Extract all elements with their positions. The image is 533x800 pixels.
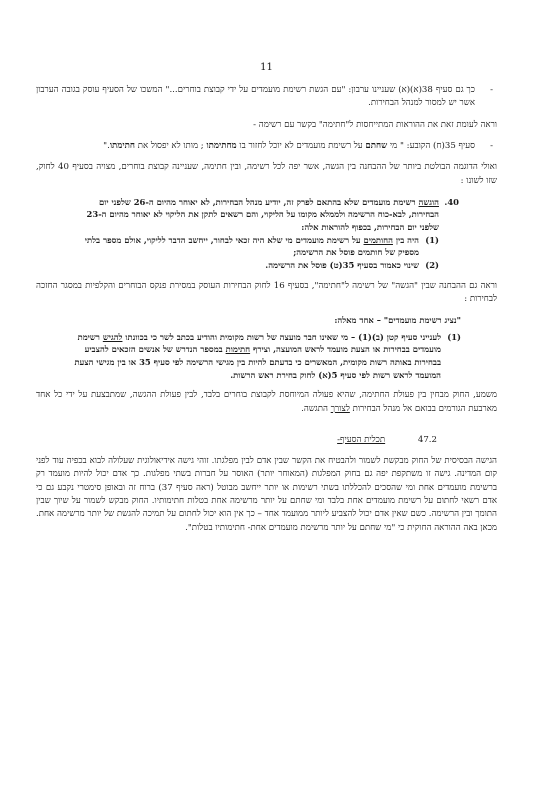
quote-40-number: 40. [444, 196, 459, 207]
paragraph-deposit: - כך גם סעיף 38(א)(א) שעניינו ערבון: "עם הגשת רשימת מועמדים על ידי קבוצת בוחרים..." המשכו של הסעיף עוסק בגובה הערבון אשר יש למסור למנהל הבחירות. [36, 84, 497, 111]
quote-16-title: "נציג רשימת מועמדים" – אחד מאלה: [334, 315, 461, 326]
page-number: 11 [260, 62, 273, 73]
document-body [36, 84, 497, 535]
quote-40-item-1: (1) היה בין החותמים על רשימת מועמדים מי שלא היה זכאי לבחור, ייחשב הדבר לליקוי, אולם מספר בלתי מספיק של חותמים פוסל את הרשימה; [84, 234, 439, 258]
section-title: תכלית הסעיף- [337, 434, 386, 445]
quote-16-item-1: (1) לענייני סעיף קטן (ב)(1) – מי שאינו חבר מועצה של רשות מקומית והודיע בכתב לשר כי בכוונתו להגיש רשימת מועמדים בבחירות או הצעת מועמד לראש המועצה, וצירף חתימות במספר הנדרש של אנשים הזכאים להצביע בבחירות באותה רשות מקומית, המאשרים כי בדעתם להיות בין מגישי הרשימה לפי סעיף 35 או בין מגישי הצעת המועמד לראש רשות לפי סעיף 5(א) לחוק בחירת ראש הרשות. [74, 331, 461, 380]
section-heading [36, 434, 497, 447]
paragraph-signature-intro: וראה לעומת זאת את ההוראות המתייחסות ל"חתימה" בקשר עם רשימה - [253, 119, 497, 130]
paragraph-section-16-intro: וראה גם ההבחנה שבין "הגשה" של רשימה ל"חתימה", בסעיף 16 לחוק הבחירות העוסק במסירת פנקס הבוחרים והקלפיות במסגר החזכה לבחירות : [36, 280, 497, 304]
quote-section-40 [70, 196, 459, 272]
paragraph-section-35: - סעיף 35(ח) הקובע: " מי שחתם על רשימת מועמדים לא יוכל לחזור בו מחתימתו ; מותו לא יפסול את חתימתו." [36, 140, 497, 153]
paragraph-purpose: הגישה הבסיסית של החוק מבקשת לשמור ולהבטיח את הקשר שבין אדם לבין מפלגתו. זוהי גישה אידיאולוגית שעלולה לבוא בכפיה עוד לפני קום המדינה. גישה זו משתקפת יפה גם בחוק המפלגות (המאוחר יותר) האוסר על חברות בשתי מפלגות. כך אדם יכול להיות מועמד רק ברשימת מועמדים אחת ומי שהסכים להכללתו בשתי רשימות או יותר ייחשב מבוטל (ראה סעיף 37) ברוח זה ובאופן סימטרי נקבע גם כי אדם רשאי לחתום על רשימת מועמדים אחת בלבד ומי שחתם על יותר מרשימה אחת בטלות חתימותיו. החוק מבקש לשמור על שיוך שבין התומך ובין הרשימה. כשם שאין אדם יכול להצביע ליותר ממועמד אחד – כך אין הוא יכול לחתום על תמיכה להגשת של יותר מרשימה אחת. מכאן באה ההוראה החוקית כי "מי שחתם על יותר מרשימת מועמדים אחת- חתימותיו בטלות". [36, 456, 497, 533]
quote-section-16 [70, 314, 461, 381]
section-number: 47.2 [417, 434, 437, 445]
quote-40-main: 40. הוגשה רשימת מועמדים שלא בהתאם לפרק זה, יודיע מנהל הבחירות, לא יאוחר מהיום ה-26 שלפני יום הבחירות, לבא-כוח הרשימה ולממלא מקומו על הליקוי, והם רשאים לתקן את הליקוי לא יאוחר מהיום ה-23 שלפני יום הבחירות, בכפוף להוראות אלה: [86, 196, 459, 233]
quote-40-item-2: (2) שינוי כאמור בסעיף 35(ט) פוסל את הרשימה. [265, 259, 439, 270]
paragraph-conclusion: משמע, החוק מבחין בין פעולת החתימה, שהיא פעולה המיוחסת לקבוצת בוחרים בלבד, לבין פעולת ההגשה, שמתבצעת על ידי כל אחד מארבעת הגורמים בבואם אל מנהל הבחירות לצורך התגשה. [36, 390, 497, 414]
paragraph-section-40-intro: ואולי הדוגמה הבולטת ביותר של ההבחנה בין הגשה, אשר יפה לכל רשימה, ובין חתימה, שעניינה קבוצת בוחרים, מצויה בסעיף 40 לחוק, שזו לשונו : [36, 162, 497, 186]
